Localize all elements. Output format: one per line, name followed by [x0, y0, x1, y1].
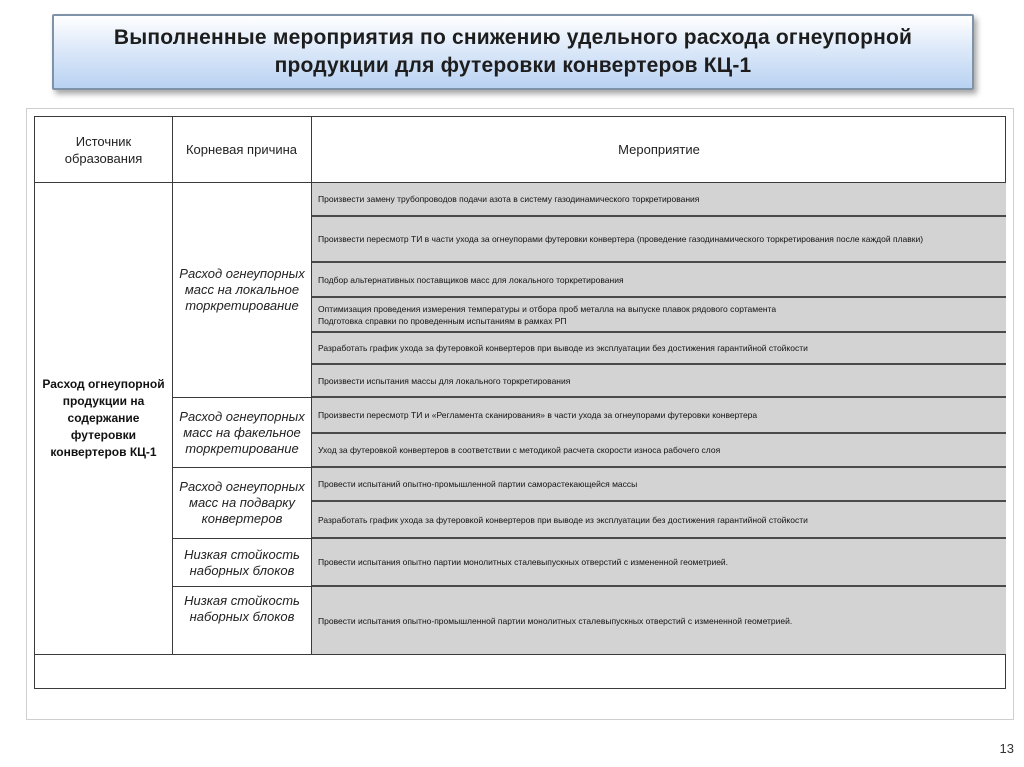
action-text: Разработать график ухода за футеровкой конвертеров при выводе из эксплуатации без достижения гарантийной стойкости	[318, 343, 808, 353]
header-source	[35, 117, 172, 182]
cause-cell: Расход огнеупорных масс на локальное торкретирование	[173, 183, 311, 398]
action-text: Произвести пересмотр ТИ и «Регламента сканирования» в части ухода за огнеупорами футеровки конвертера	[318, 410, 758, 420]
slide-title-line-1: Выполненные мероприятия по снижению удельного расхода огнеупорной	[113, 26, 913, 49]
action-text: Произвести замену трубопроводов подачи азота в систему газодинамического торкретирования	[318, 194, 700, 204]
source-cell: Расход огнеупорной продукции на содержание футеровки конвертеров КЦ-1	[42, 377, 165, 459]
action-text: Оптимизация проведения измерения температуры и отбора проб металла на выпуске плавок рядового сортамента	[318, 303, 777, 314]
action-row	[312, 398, 1006, 434]
cause-cell-text: Низкая стойкость наборных блоков	[184, 593, 300, 624]
action-row	[312, 298, 1006, 333]
action-row	[312, 502, 1006, 539]
slide-title-line-2: продукции для футеровки конвертеров КЦ-1	[274, 54, 752, 77]
cause-cell	[173, 587, 311, 654]
action-row	[312, 365, 1006, 398]
header-cause: Корневая причина	[185, 142, 298, 157]
action-row	[312, 183, 1006, 217]
header-source-line-2: образования	[64, 150, 143, 166]
action-text: Подготовка справки по проведенным испытаниям в рамках РП	[318, 315, 567, 326]
action-text: Разработать график ухода за футеровкой конвертеров при выводе из эксплуатации без достижения гарантийной стойкости	[318, 514, 808, 525]
action-text: Провести испытания опытно-промышленной партии монолитных сталевыпускных отверстий с измененной геометрией.	[318, 615, 793, 626]
header-action: Мероприятие	[618, 142, 700, 157]
action-row	[312, 539, 1006, 587]
action-row	[312, 217, 1006, 263]
action-row	[312, 587, 1006, 654]
action-row	[312, 468, 1006, 502]
cause-cell: Расход огнеупорных масс на подварку конвертеров	[173, 468, 311, 539]
action-text: Уход за футеровкой конвертеров в соответствии с методикой расчета скорости износа рабочего слоя	[318, 445, 721, 455]
action-text: Произвести пересмотр ТИ в части ухода за огнеупорами футеровки конвертера (проведение газодинамического торкретирования после каждой плавки)	[318, 234, 924, 244]
action-row	[312, 263, 1006, 298]
header-source-line-1: Источник	[75, 133, 132, 149]
action-row	[312, 333, 1006, 365]
action-row	[312, 434, 1006, 468]
action-text: Подбор альтернативных поставщиков масс для локального торкретирования	[318, 274, 624, 285]
measures-table	[34, 116, 1006, 689]
action-text: Провести испытаний опытно-промышленной партии саморастекающейся массы	[318, 479, 638, 489]
action-text: Провести испытания опытно партии монолитных сталевыпускных отверстий с измененной геометрией.	[318, 557, 729, 567]
page-number: 13	[999, 741, 1014, 756]
slide-title	[52, 14, 974, 90]
empty-footer-row	[35, 655, 1006, 689]
cause-cell: Расход огнеупорных масс на факельное торкретирование	[173, 398, 311, 468]
action-text: Произвести испытания массы для локального торкретирования	[318, 375, 571, 386]
cause-cell: Низкая стойкость наборных блоков	[173, 539, 311, 587]
